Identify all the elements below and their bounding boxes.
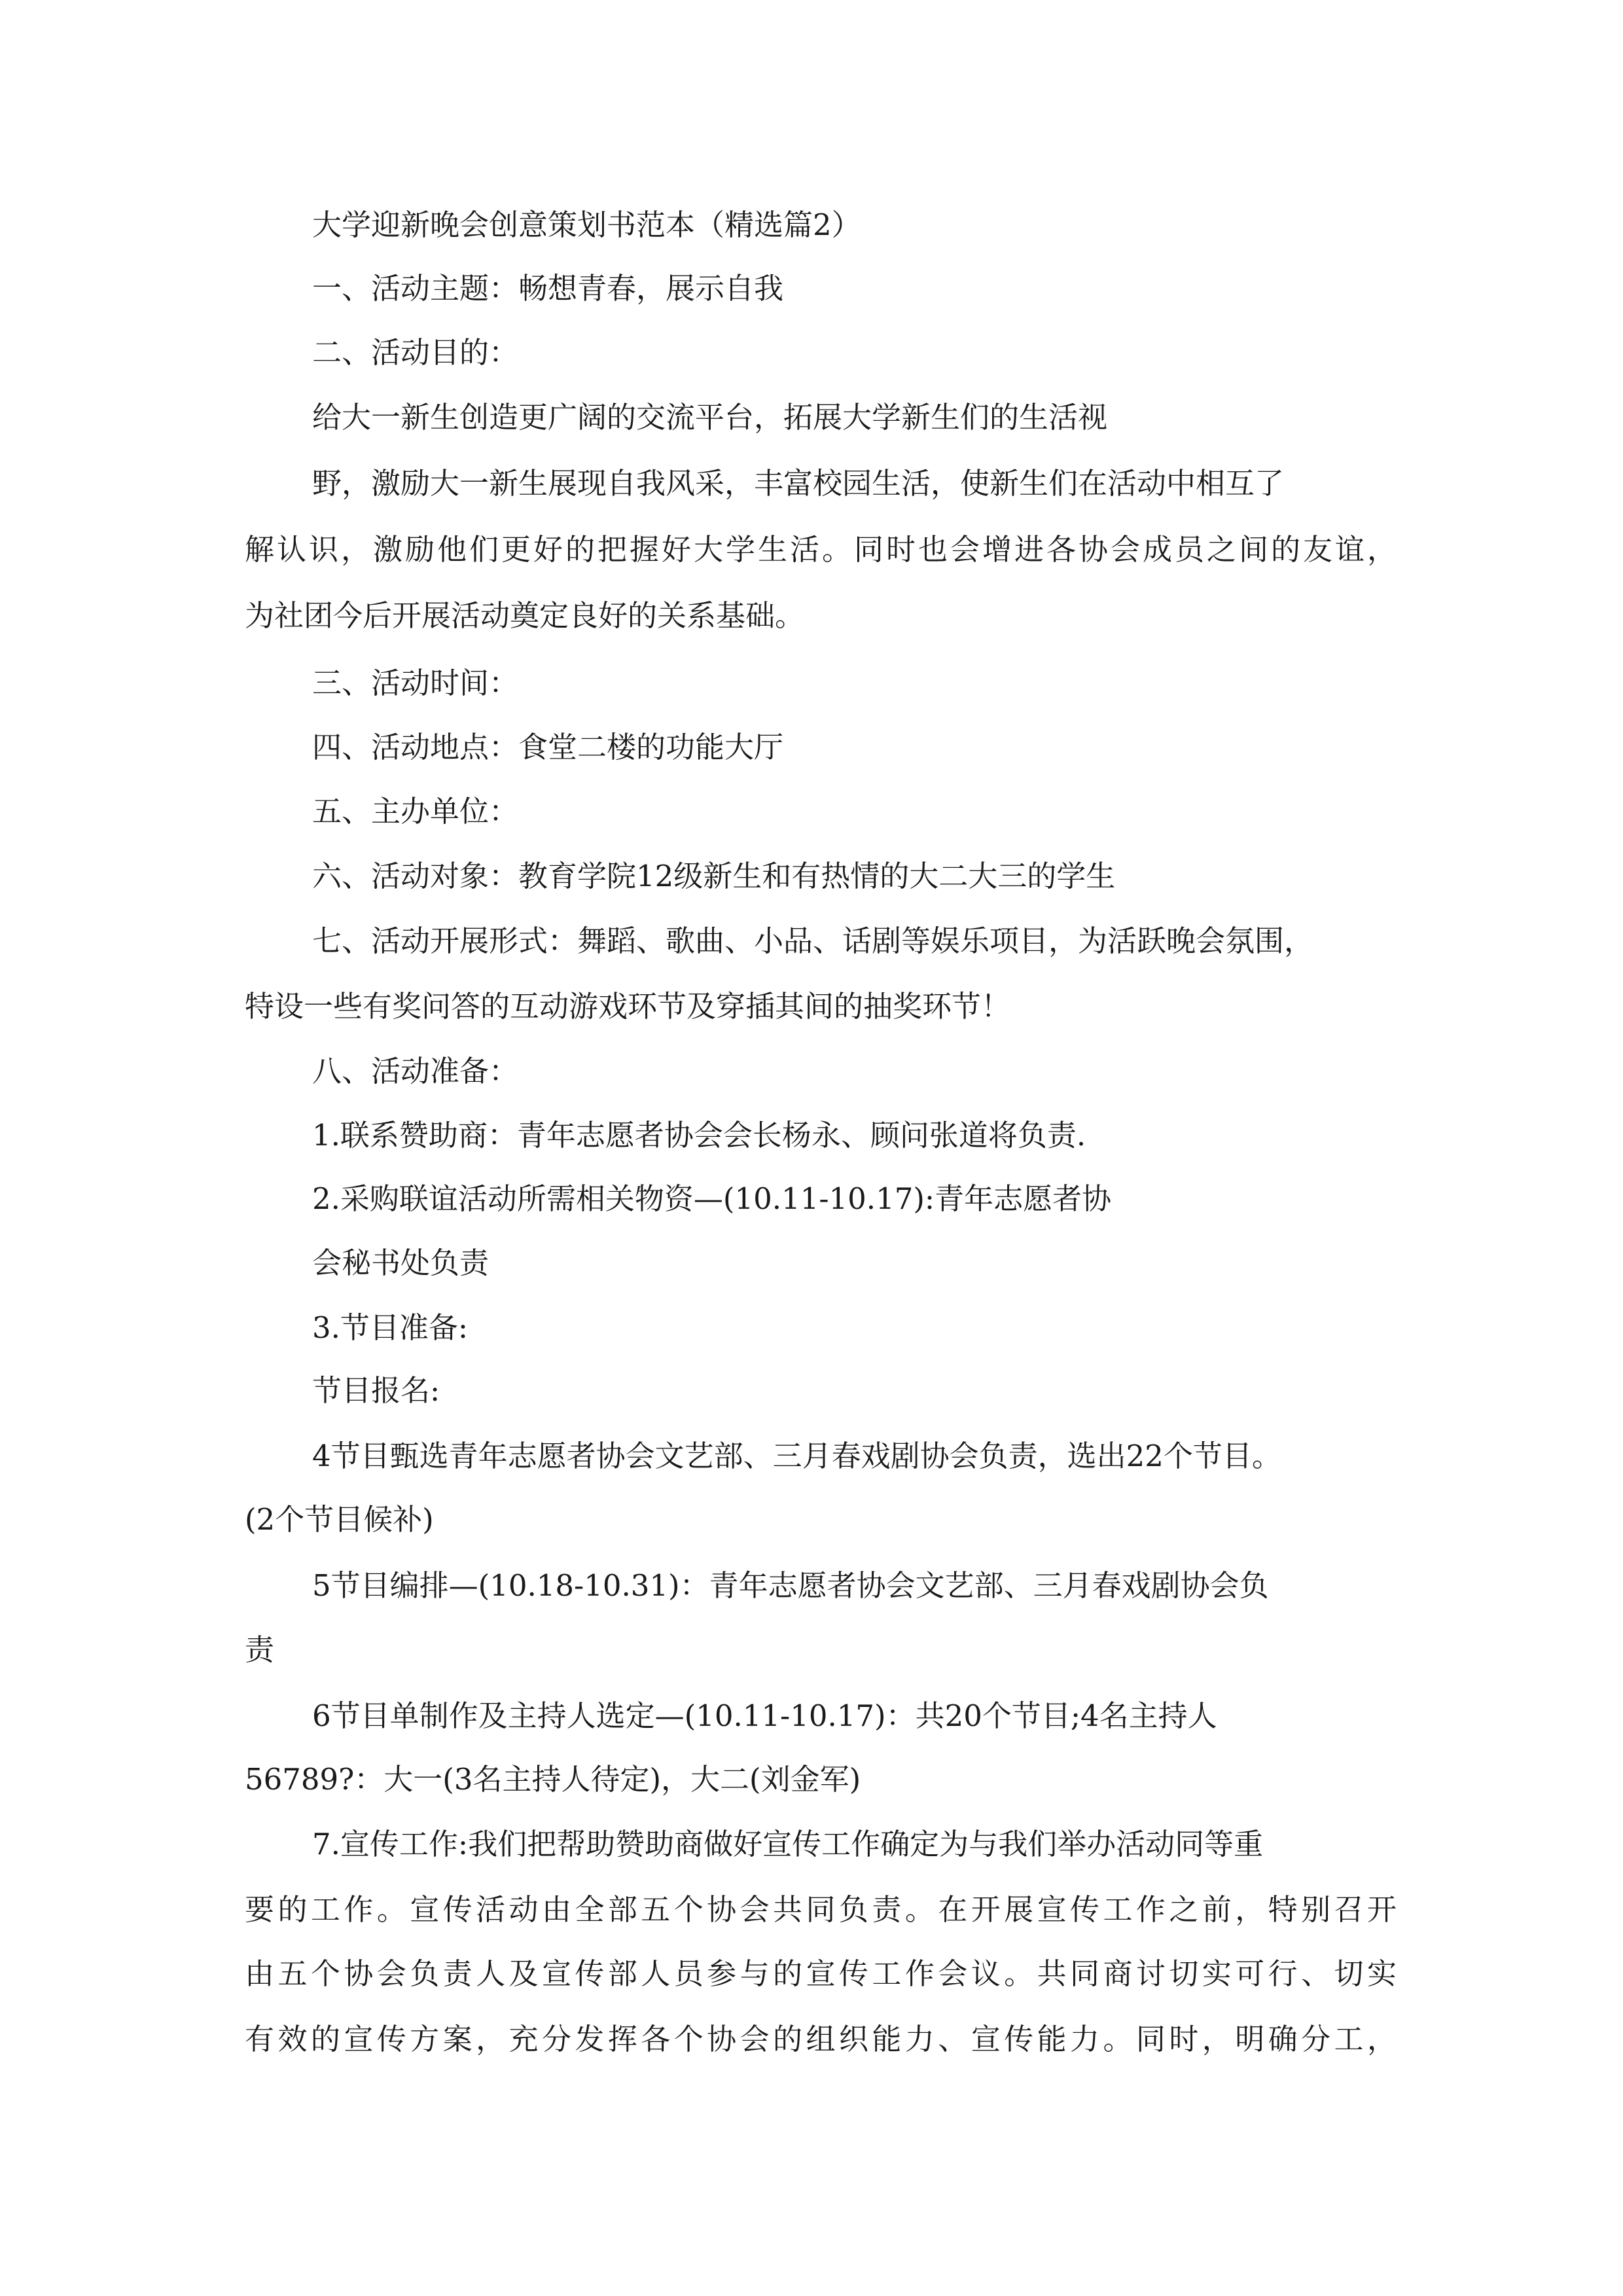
paragraph-line: 七、活动开展形式：舞蹈、歌曲、小品、话剧等娱乐项目，为活跃晚会氛围，: [312, 924, 1314, 958]
paragraph-line: 由五个协会负责人及宣传部人员参与的宣传工作会议。共同商讨切实可行、切实: [245, 1956, 1397, 1991]
paragraph-line: 5节目编排—(10.18-10.31)：青年志愿者协会文艺部、三月春戏剧协会负: [312, 1568, 1269, 1603]
paragraph-line: 六、活动对象：教育学院12级新生和有热情的大二大三的学生: [312, 859, 1116, 893]
paragraph-line: 五、主办单位：: [312, 794, 519, 829]
paragraph-line: 二、活动目的：: [312, 335, 519, 370]
paragraph-line: 会秘书处负责: [312, 1246, 490, 1280]
paragraph-line: 56789?：大一(3名主持人待定)，大二(刘金军): [245, 1762, 861, 1797]
paragraph-line: 3.节目准备:: [312, 1310, 469, 1345]
paragraph-line: 7.宣传工作:我们把帮助赞助商做好宣传工作确定为与我们举办活动同等重: [312, 1827, 1264, 1861]
paragraph-line: 6节目单制作及主持人选定—(10.11-10.17)：共20个节目;4名主持人: [312, 1698, 1217, 1733]
paragraph-line: 节目报名:: [312, 1373, 440, 1408]
paragraph-line: 四、活动地点：食堂二楼的功能大厅: [312, 730, 784, 764]
paragraph-line: 4节目甄选青年志愿者协会文艺部、三月春戏剧协会负责，选出22个节目。: [312, 1439, 1281, 1473]
paragraph-line: 特设一些有奖问答的互动游戏环节及穿插其间的抽奖环节！: [245, 989, 1011, 1024]
paragraph-line: 三、活动时间：: [312, 666, 519, 700]
paragraph-line: 2.采购联谊活动所需相关物资—(10.11-10.17):青年志愿者协: [312, 1181, 1112, 1216]
paragraph-line: 八、活动准备：: [312, 1054, 519, 1088]
paragraph-line: 给大一新生创造更广阔的交流平台，拓展大学新生们的生活视: [312, 400, 1108, 435]
document-title: 大学迎新晚会创意策划书范本（精选篇2）: [312, 207, 861, 242]
paragraph-line: 野，激励大一新生展现自我风采，丰富校园生活，使新生们在活动中相互了: [312, 466, 1285, 501]
paragraph-line: 1.联系赞助商：青年志愿者协会会长杨永、顾问张道将负责.: [312, 1118, 1086, 1153]
paragraph-line: 有效的宣传方案，充分发挥各个协会的组织能力、宣传能力。同时，明确分工，: [245, 2022, 1397, 2056]
paragraph-line: 一、活动主题：畅想青春，展示自我: [312, 271, 784, 306]
paragraph-line: 责: [245, 1632, 275, 1667]
paragraph-line: 为社团今后开展活动奠定良好的关系基础。: [245, 598, 805, 633]
paragraph-line: 要的工作。宣传活动由全部五个协会共同负责。在开展宣传工作之前，特别召开: [245, 1892, 1397, 1927]
paragraph-line: 解认识，激励他们更好的把握好大学生活。同时也会增进各协会成员之间的友谊，: [245, 532, 1397, 567]
paragraph-line: (2个节目候补): [245, 1502, 434, 1537]
